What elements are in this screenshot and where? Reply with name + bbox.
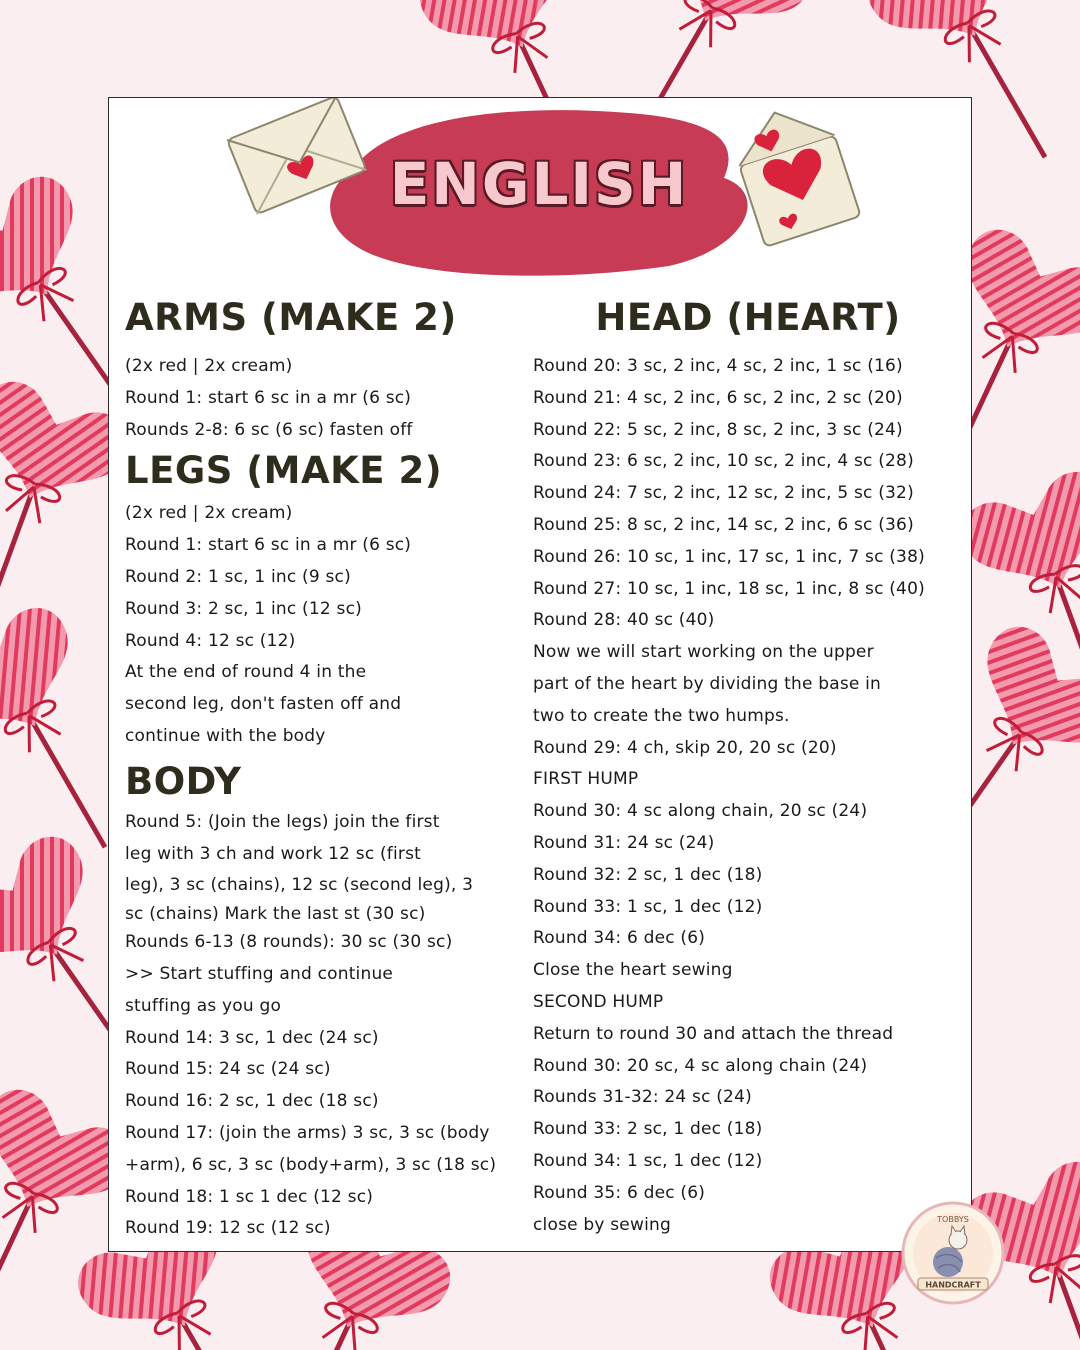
brand-logo [900, 1200, 1006, 1306]
instruction-line: Round 29: 4 ch, skip 20, 20 sc (20) [533, 737, 837, 758]
instruction-line: part of the heart by dividing the base in [533, 673, 882, 694]
head-instructions [533, 351, 963, 1241]
instruction-line: Round 14: 3 sc, 1 dec (24 sc) [125, 1027, 379, 1048]
instruction-line: Round 17: (join the arms) 3 sc, 3 sc (body [125, 1122, 490, 1143]
yarn-ball-icon [933, 1247, 963, 1277]
instruction-line: Round 33: 2 sc, 1 dec (18) [533, 1119, 763, 1140]
instruction-line: Now we will start working on the upper [533, 642, 874, 663]
legs-heading: LEGS (MAKE 2) [125, 449, 443, 493]
instruction-line: Round 1: start 6 sc in a mr (6 sc) [125, 535, 412, 556]
instruction-line: >> Start stuffing and continue [125, 963, 394, 984]
instruction-line: Round 32: 2 sc, 1 dec (18) [533, 864, 763, 885]
envelope-hearts-icon [727, 98, 861, 247]
head-heading: HEAD (HEART) [595, 296, 901, 339]
instruction-line: Rounds 6-13 (8 rounds): 30 sc (30 sc) [125, 932, 453, 953]
instruction-line: second leg, don't fasten off and [125, 694, 402, 715]
instruction-line: Rounds 2-8: 6 sc (6 sc) fasten off [125, 419, 413, 440]
instruction-line: Round 15: 24 sc (24 sc) [125, 1059, 331, 1080]
second-hump-label: SECOND HUMP [533, 991, 664, 1012]
first-hump-label: FIRST HUMP [533, 769, 639, 790]
instruction-line: Round 33: 1 sc, 1 dec (12) [533, 896, 763, 917]
instruction-line: +arm), 6 sc, 3 sc (body+arm), 3 sc (18 sc) [125, 1154, 497, 1175]
arms-instructions [125, 351, 525, 446]
legs-instructions [125, 498, 525, 752]
instruction-line: Round 18: 1 sc 1 dec (12 sc) [125, 1186, 374, 1207]
instruction-line: Round 31: 24 sc (24) [533, 832, 715, 853]
body-instructions [125, 807, 525, 1245]
logo-bottom-text: HANDCRAFT [925, 1280, 981, 1290]
instruction-line: Round 2: 1 sc, 1 inc (9 sc) [125, 566, 351, 587]
instruction-line: Round 25: 8 sc, 2 inc, 14 sc, 2 inc, 6 sc (36) [533, 514, 914, 535]
instruction-line: Return to round 30 and attach the thread [533, 1023, 894, 1044]
right-column [533, 293, 963, 1241]
instruction-line: Round 27: 10 sc, 1 inc, 18 sc, 1 inc, 8 sc (40) [533, 578, 925, 599]
instruction-line: continue with the body [125, 725, 326, 746]
instruction-line: leg with 3 ch and work 12 sc (first [125, 843, 422, 864]
instruction-line: close by sewing [533, 1214, 671, 1235]
instruction-line: Round 22: 5 sc, 2 inc, 8 sc, 2 inc, 3 sc (24) [533, 419, 903, 440]
instruction-line: Round 34: 1 sc, 1 dec (12) [533, 1150, 763, 1171]
left-column [125, 293, 525, 1245]
instruction-line: (2x red | 2x cream) [125, 356, 293, 376]
pattern-card [108, 97, 972, 1252]
instruction-line: Round 21: 4 sc, 2 inc, 6 sc, 2 inc, 2 sc (20) [533, 387, 903, 408]
logo-top-text: TOBBYS [937, 1215, 969, 1224]
instruction-line: two to create the two humps. [533, 705, 790, 726]
instruction-line: stuffing as you go [125, 995, 282, 1016]
instruction-line: Round 26: 10 sc, 1 inc, 17 sc, 1 inc, 7 sc (38) [533, 546, 925, 567]
body-heading: BODY [125, 759, 242, 803]
instruction-line: sc (chains) Mark the last st (30 sc) [125, 904, 426, 925]
instruction-line: Round 4: 12 sc (12) [125, 630, 296, 651]
instruction-line: Round 19: 12 sc (12 sc) [125, 1218, 331, 1239]
instruction-line: Round 35: 6 dec (6) [533, 1182, 706, 1203]
instruction-line: (2x red | 2x cream) [125, 503, 293, 524]
instruction-line: Round 28: 40 sc (40) [533, 610, 715, 631]
instruction-line: Round 24: 7 sc, 2 inc, 12 sc, 2 inc, 5 sc (32) [533, 483, 914, 504]
instruction-line: Round 30: 4 sc along chain, 20 sc (24) [533, 801, 868, 822]
instruction-line: Round 23: 6 sc, 2 inc, 10 sc, 2 inc, 4 sc (28) [533, 451, 914, 472]
instruction-line: At the end of round 4 in the [125, 662, 367, 683]
instruction-line: Round 3: 2 sc, 1 inc (12 sc) [125, 598, 362, 619]
instruction-line: Round 1: start 6 sc in a mr (6 sc) [125, 387, 412, 408]
instruction-line: Round 20: 3 sc, 2 inc, 4 sc, 2 inc, 1 sc (16) [533, 356, 903, 376]
page-title: ENGLISH [389, 150, 689, 218]
instruction-line: leg), 3 sc (chains), 12 sc (second leg), 3 [125, 875, 474, 896]
arms-heading: ARMS (MAKE 2) [125, 296, 457, 339]
instruction-line: Round 34: 6 dec (6) [533, 928, 706, 949]
instruction-line: Round 5: (Join the legs) join the first [125, 811, 440, 832]
instruction-line: Round 30: 20 sc, 4 sc along chain (24) [533, 1055, 868, 1076]
instruction-line: Rounds 31-32: 24 sc (24) [533, 1087, 752, 1108]
instruction-line: Close the heart sewing [533, 960, 733, 981]
instruction-line: Round 16: 2 sc, 1 dec (18 sc) [125, 1091, 379, 1112]
